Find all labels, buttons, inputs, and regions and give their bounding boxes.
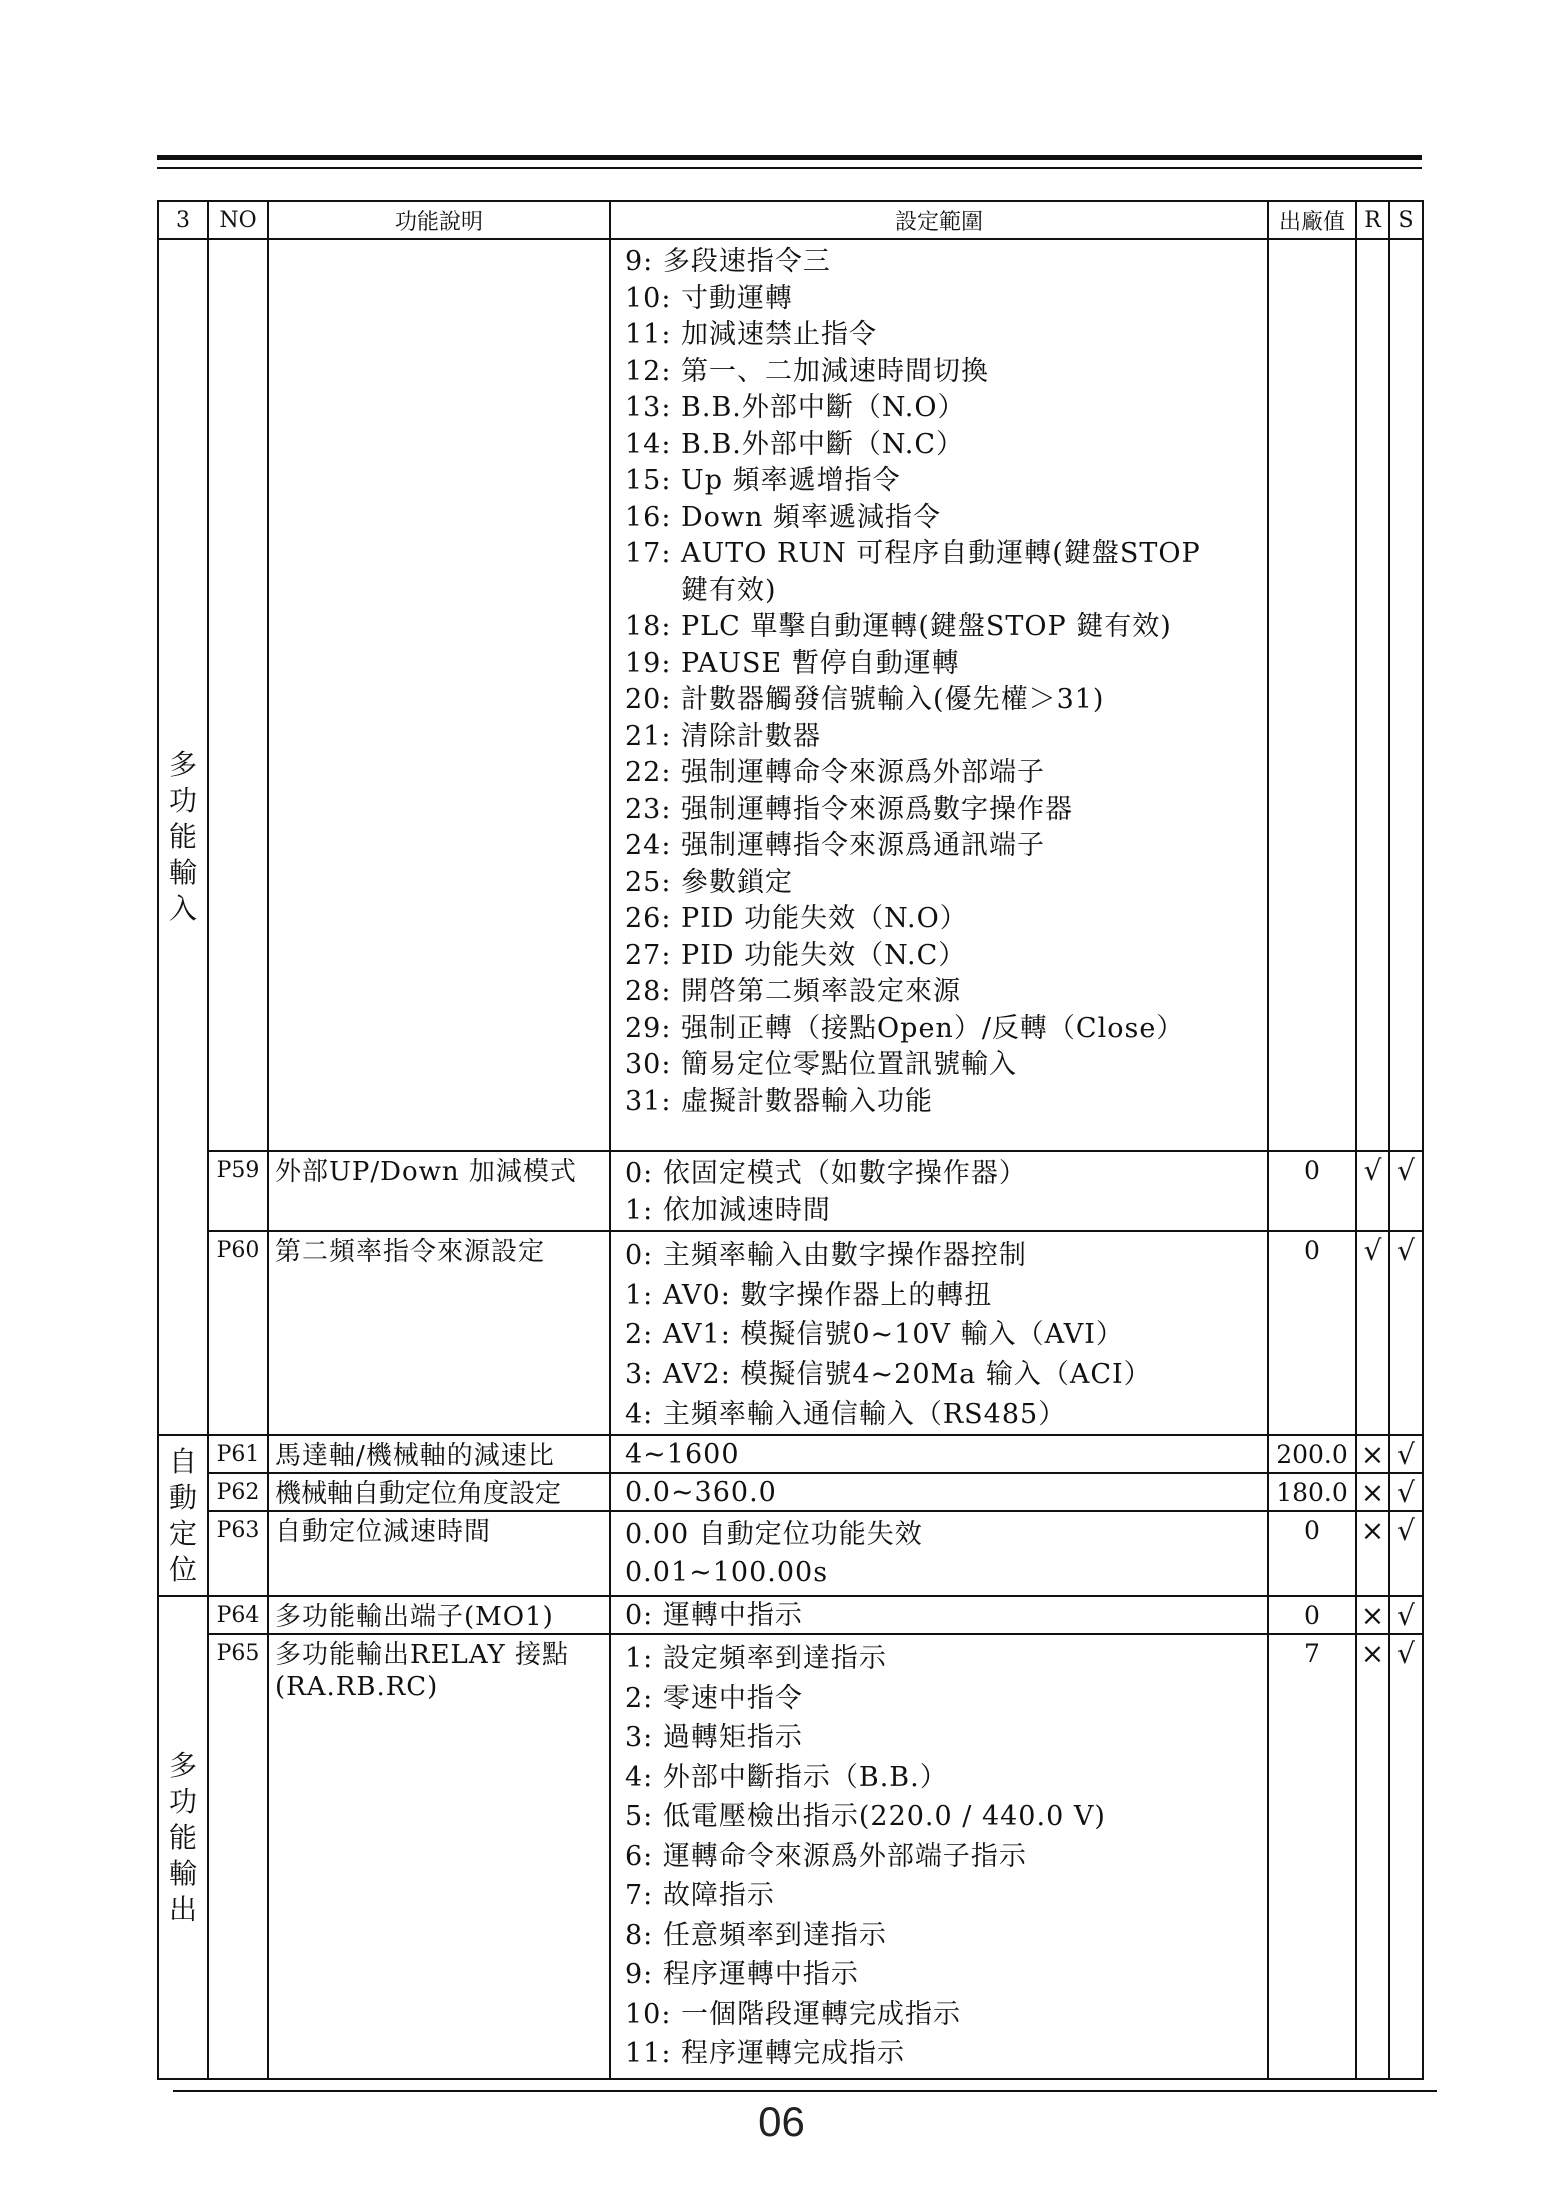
param-range [610,1231,1268,1435]
table-row [158,239,1423,1151]
list-item: 23: 强制運轉指令來源爲數字操作器 [625,793,1074,825]
list-item: 0.0~360.0 [625,1477,777,1509]
list-item: 0.01~100.00s [625,1557,829,1589]
list-item: 0: 運轉中指示 [625,1600,803,1632]
list-item: 3: AV2: 模擬信號4~20Ma 输入（ACI） [625,1359,1152,1391]
list-item: 10: 一個階段運轉完成指示 [625,1998,962,2030]
param-range [610,1634,1268,2079]
list-item: 4~1600 [625,1439,740,1471]
list-item: 27: PID 功能失效（N.C） [625,939,967,971]
param-r-mark: × [1356,1634,1389,2079]
param-default: 0 [1268,1511,1356,1596]
param-r-mark: × [1356,1435,1389,1473]
param-function: 多功能輸出端子(MO1) [268,1596,610,1634]
param-range [610,1435,1268,1473]
param-function: 機械軸自動定位角度設定 [268,1473,610,1511]
header-function: 功能說明 [268,201,610,239]
param-range [610,1151,1268,1231]
list-item: 2: 零速中指令 [625,1682,803,1714]
param-function: 馬達軸/機械軸的減速比 [268,1435,610,1473]
param-no: P61 [208,1435,268,1473]
header-section: 3 [158,201,208,239]
group-multi-input: 多 功 能 輸 入 [158,239,208,1435]
table-row-p65 [158,1634,1423,2079]
list-item: 26: PID 功能失效（N.O） [625,903,968,934]
param-s-mark: √ [1389,1231,1423,1435]
table-header-row [158,201,1423,239]
table-row-p60 [158,1231,1423,1435]
list-item: 0.00 自動定位功能失效 [625,1519,923,1551]
param-r-mark: × [1356,1596,1389,1634]
list-item: 13: B.B.外部中斷（N.O） [625,392,966,423]
list-item: 25: 參數鎖定 [625,866,794,898]
list-item: 0: 主頻率輸入由數字操作器控制 [625,1240,1027,1271]
list-item: 2: AV1: 模擬信號0~10V 輸入（AVI） [625,1319,1124,1351]
list-item: 24: 强制運轉指令來源爲通訊端子 [625,830,1046,861]
param-r-mark: √ [1356,1151,1389,1231]
list-item: 9: 程序運轉中指示 [625,1959,859,1991]
param-no: P65 [208,1634,268,2079]
param-no: P59 [208,1151,268,1231]
table-row-p59 [158,1151,1423,1231]
param-range [610,1511,1268,1596]
param-function: 多功能輸出RELAY 接點(RA.RB.RC) [268,1634,610,2079]
header-r: R [1356,201,1389,239]
param-no: P62 [208,1473,268,1511]
param-default: 0 [1268,1151,1356,1231]
list-item: 4: 主頻率輸入通信輸入（RS485） [625,1398,1067,1430]
param-r-mark: √ [1356,1231,1389,1435]
list-item: 11: 程序運轉完成指示 [625,2038,906,2070]
param-range [610,1596,1268,1634]
footer-rule [173,2090,1437,2092]
param-r-mark: × [1356,1473,1389,1511]
header-no: NO [208,201,268,239]
list-item: 11: 加減速禁止指令 [625,319,878,350]
param-default: 0 [1268,1231,1356,1435]
param-range [610,1473,1268,1511]
list-item: 20: 計數器觸發信號輸入(優先權＞31) [625,684,1105,715]
param-function: 自動定位減速時間 [268,1511,610,1596]
list-item: 5: 低電壓檢出指示(220.0 / 440.0 V) [625,1801,1106,1833]
list-item: 鍵有效) [681,574,777,606]
param-s-mark: √ [1389,1596,1423,1634]
param-function: 第二頻率指令來源設定 [268,1231,610,1435]
list-item: 30: 簡易定位零點位置訊號輸入 [625,1049,1018,1080]
list-item: 14: B.B.外部中斷（N.C） [625,428,965,460]
header-s: S [1389,201,1423,239]
input-function-list [610,239,1268,1151]
list-item: 7: 故障指示 [625,1880,775,1912]
list-item: 0: 依固定模式（如數字操作器） [625,1158,1027,1189]
param-s-mark: √ [1389,1511,1423,1596]
param-s-mark: √ [1389,1435,1423,1473]
table-row-p61 [158,1435,1423,1473]
param-r-mark: × [1356,1511,1389,1596]
list-item: 1: 設定頻率到達指示 [625,1643,887,1675]
header-rule-thick [157,155,1422,160]
param-default: 0 [1268,1596,1356,1634]
list-item: 31: 虛擬計數器輸入功能 [625,1085,934,1117]
list-item: 18: PLC 單擊自動運轉(鍵盤STOP 鍵有效) [625,611,1172,642]
param-default: 180.0 [1268,1473,1356,1511]
header-range: 設定範圍 [610,201,1268,239]
list-item: 22: 强制運轉命令來源爲外部端子 [625,757,1046,788]
param-s-mark: √ [1389,1151,1423,1231]
param-function: 外部UP/Down 加減模式 [268,1151,610,1231]
list-item: 8: 任意頻率到達指示 [625,1919,887,1951]
group-auto-position: 自 動 定 位 [158,1435,208,1596]
table-row-p63 [158,1511,1423,1596]
list-item: 29: 强制正轉（接點Open）/反轉（Close） [625,1012,1185,1044]
param-default: 200.0 [1268,1435,1356,1473]
param-no: P64 [208,1596,268,1634]
list-item: 4: 外部中斷指示（B.B.） [625,1761,948,1793]
list-item: 1: 依加減速時間 [625,1194,831,1226]
param-s-mark: √ [1389,1473,1423,1511]
parameter-table [157,200,1424,2080]
param-default: 7 [1268,1634,1356,2079]
list-item: 28: 開啓第二頻率設定來源 [625,976,962,1007]
list-item: 10: 寸動運轉 [625,282,794,314]
param-s-mark: √ [1389,1634,1423,2079]
list-item: 15: Up 頻率遞增指令 [625,465,901,496]
page-number: 06 [758,2098,805,2145]
list-item: 1: AV0: 數字操作器上的轉扭 [625,1279,993,1311]
list-item: 9: 多段速指令三 [625,246,831,277]
list-item: 21: 清除計數器 [625,720,822,752]
header-default: 出廠值 [1268,201,1356,239]
table-row-p62 [158,1473,1423,1511]
list-item: 16: Down 頻率遞減指令 [625,501,942,533]
header-rule-thin [157,167,1422,169]
param-no: P63 [208,1511,268,1596]
list-item: 3: 過轉矩指示 [625,1722,803,1754]
list-item: 12: 第一、二加減速時間切換 [625,355,990,387]
list-item: 19: PAUSE 暫停自動運轉 [625,647,960,679]
list-item: 17: AUTO RUN 可程序自動運轉(鍵盤STOP [625,538,1201,569]
table-row-p64 [158,1596,1423,1634]
list-item: 6: 運轉命令來源爲外部端子指示 [625,1840,1027,1872]
group-multi-output: 多 功 能 輸 出 [158,1596,208,2079]
param-no: P60 [208,1231,268,1435]
